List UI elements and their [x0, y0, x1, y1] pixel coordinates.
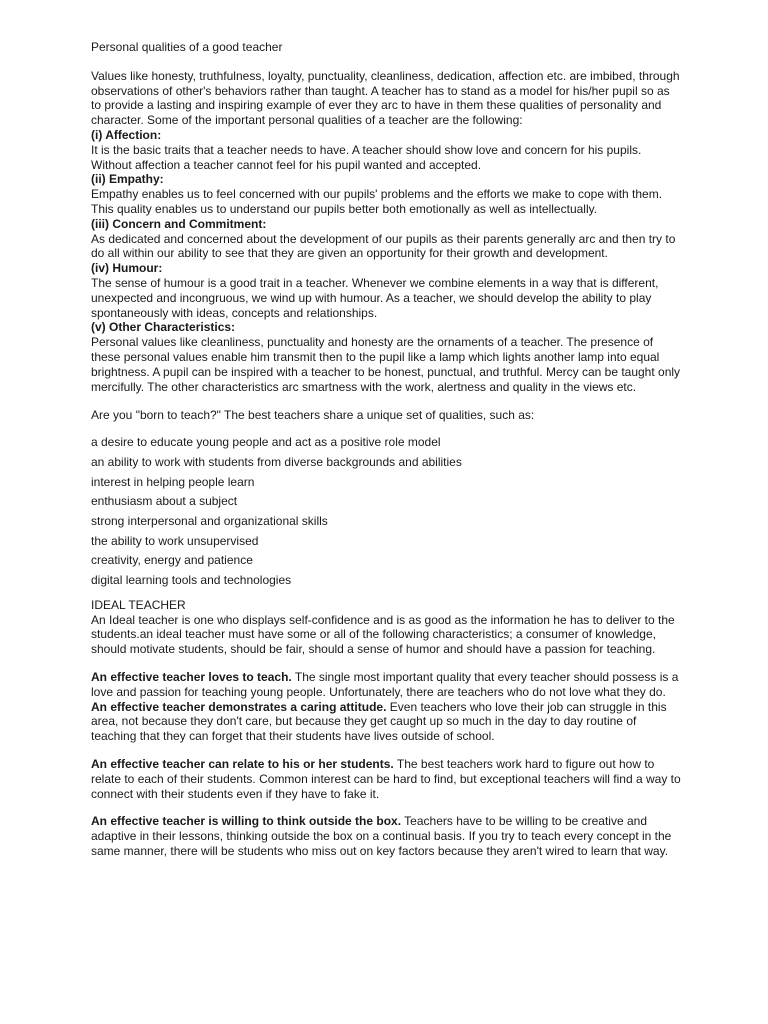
- effective-text: Teachers have to be willing to be creative and adaptive in their lessons, thinking outside the box on a continual basis. If you try to teach every concept in the same manner, there will be students who miss out on key factors because they aren't wired to learn that way.: [91, 814, 672, 858]
- list-item: a desire to educate young people and act as a positive role model: [91, 435, 441, 450]
- section-heading-other: (v) Other Characteristics:: [91, 320, 236, 335]
- list-item: interest in helping people learn: [91, 474, 255, 489]
- effective-text: Even teachers who love their job can struggle in this area, not because they don't care, but because they get caught up so much in the day to day routine of teaching that they can forget that their students have lives outside of school.: [91, 699, 667, 744]
- effective-lead: An effective teacher demonstrates a caring attitude.: [91, 699, 387, 714]
- section-heading-concern: (iii) Concern and Commitment:: [91, 216, 267, 231]
- section-text-other: Personal values like cleanliness, punctuality and honesty are the ornaments of a teacher. The presence of these personal values enable him transmit then to the pupil like a lamp which lights another lamp into equal brightness. A pupil can be inspired with a teacher to be honest, punctual, and truthful. Mercy can be taught only mercifully. The other characteristics arc smartness with the work, alertness and quality in the views etc.: [91, 335, 681, 394]
- section-text-empathy: Empathy enables us to feel concerned with our pupils' problems and the efforts we make to cope with them. This quality enables us to understand our pupils better both emotionally as well as intellectually.: [91, 187, 663, 216]
- qualities-list: [91, 435, 681, 588]
- intro-paragraph: Values like honesty, truthfulness, loyalty, punctuality, cleanliness, dedication, affection etc. are imbibed, through observations of other's behaviors rather than taught. A teacher has to stand as a model for his/her pupil so as to provide a lasting and inspiring example of ever they arc to have in them these qualities of personality and character. Some of the important personal qualities of a teacher are the following:: [91, 68, 680, 128]
- document-body: [91, 0, 681, 859]
- list-item: enthusiasm about a subject: [91, 494, 238, 509]
- effective-lead: An effective teacher can relate to his or her students.: [91, 756, 394, 771]
- effective-paragraph: [91, 700, 681, 744]
- effective-paragraph: [91, 757, 681, 801]
- list-item: an ability to work with students from diverse backgrounds and abilities: [91, 454, 462, 469]
- ideal-teacher-text: An Ideal teacher is one who displays self-confidence and is as good as the information he has to deliver to the students.an ideal teacher must have some or all of the following characteristics; a consumer of knowledge, should motivate students, should be fair, should a sense of humor and should have a passion for teaching.: [91, 612, 675, 657]
- effective-lead: An effective teacher is willing to think outside the box.: [91, 814, 402, 829]
- effective-text: The best teachers work hard to figure out how to relate to each of their students. Common interest can be hard to find, but exceptional teachers will find a way to connect with their students even if they have to fake it.: [91, 756, 681, 801]
- section-heading-empathy: (ii) Empathy:: [91, 172, 164, 187]
- list-item: the ability to work unsupervised: [91, 533, 259, 548]
- effective-paragraph: [91, 814, 681, 858]
- list-item: creativity, energy and patience: [91, 553, 253, 568]
- list-item: digital learning tools and technologies: [91, 572, 292, 587]
- effective-text: The single most important quality that every teacher should possess is a love and passion for teaching young people. Unfortunately, there are teachers who do not love what they do.: [91, 669, 679, 699]
- born-to-teach-question: Are you "born to teach?" The best teachers share a unique set of qualities, such as:: [91, 408, 535, 423]
- effective-paragraph: [91, 670, 681, 700]
- section-text-humour: The sense of humour is a good trait in a teacher. Whenever we combine elements in a way that is different, unexpected and incongruous, we wind up with humour. As a teacher, we should develop the ability to play spontaneously with ideas, concepts and relationships.: [91, 275, 659, 320]
- document-title: Personal qualities of a good teacher: [91, 40, 283, 54]
- section-heading-humour: (iv) Humour:: [91, 261, 163, 276]
- section-heading-affection: (i) Affection:: [91, 127, 162, 142]
- list-item: strong interpersonal and organizational skills: [91, 513, 328, 528]
- effective-lead: An effective teacher loves to teach.: [91, 669, 292, 684]
- section-text-affection: It is the basic traits that a teacher needs to have. A teacher should show love and concern for his pupils. Without affection a teacher cannot feel for his pupil wanted and accepted.: [91, 142, 642, 172]
- ideal-teacher-heading: IDEAL TEACHER: [91, 597, 186, 612]
- section-text-concern: As dedicated and concerned about the development of our pupils as their parents generally arc and then try to do all within our ability to see that they are given an opportunity for their growth and development.: [91, 231, 676, 261]
